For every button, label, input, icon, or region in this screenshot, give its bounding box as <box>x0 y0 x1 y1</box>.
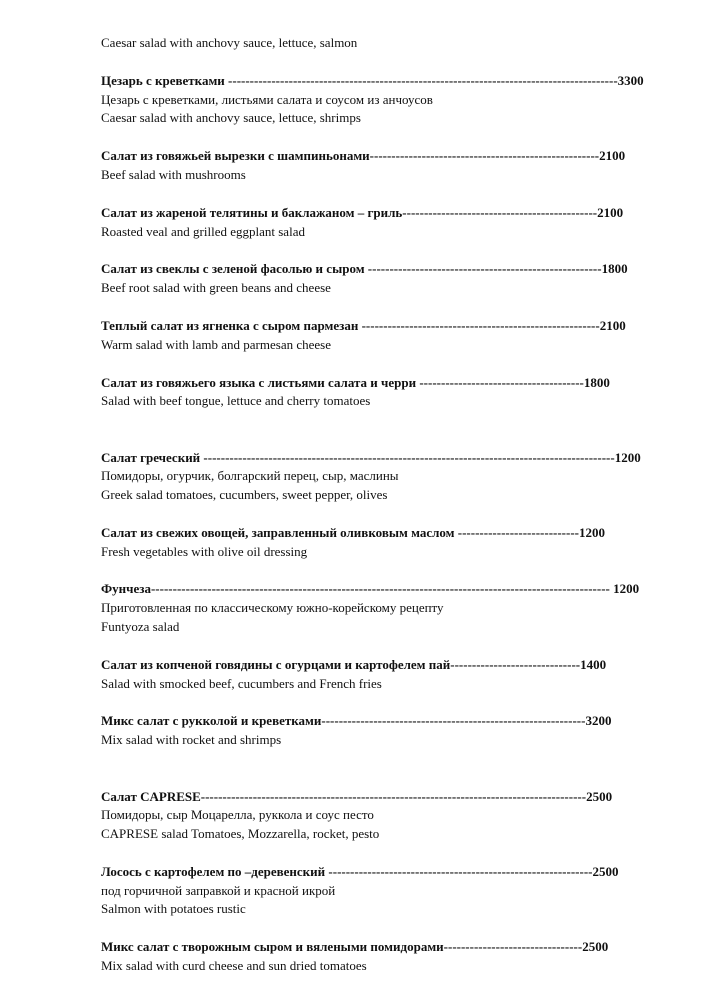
menu-item-title: Фунчеза---------------------------------------------------------------------------------------------------------- 1200 <box>101 581 640 596</box>
menu-item-description: Warm salad with lamb and parmesan cheese <box>101 337 331 352</box>
menu-item-description: CAPRESE salad Tomatoes, Mozzarella, rocket, pesto <box>101 826 380 841</box>
menu-item-description: Greek salad tomatoes, cucumbers, sweet pepper, olives <box>101 487 388 502</box>
menu-item-description: под горчичной заправкой и красной икрой <box>101 883 336 898</box>
menu-item-description: Salad with beef tongue, lettuce and cherry tomatoes <box>101 393 371 408</box>
menu-item-description: Funtyoza salad <box>101 619 180 634</box>
menu-item-description: Caesar salad with anchovy sauce, lettuce, shrimps <box>101 110 361 125</box>
menu-item-title: Салат из жареной телятины и баклажаном – гриль---------------------------------------------2100 <box>101 205 624 220</box>
menu-item-title: Салат греческий -----------------------------------------------------------------------------------------------1200 <box>101 450 641 465</box>
menu-item-description: Приготовленная по классическому южно-корейскому рецепту <box>101 600 444 615</box>
menu-item-description: Помидоры, сыр Моцарелла, руккола и соус песто <box>101 807 374 822</box>
menu-item-title: Теплый салат из ягненка с сыром пармезан -------------------------------------------------------2100 <box>101 318 626 333</box>
menu-item-description: Salmon with potatoes rustic <box>101 901 246 916</box>
menu-item-description: Beef salad with mushrooms <box>101 167 246 182</box>
menu-item-description: Mix salad with rocket and shrimps <box>101 732 282 747</box>
menu-item-title: Салат из говяжьей вырезки с шампиньонами-----------------------------------------------------2100 <box>101 148 626 163</box>
menu-item-title: Микс салат с творожным сыром и вялеными помидорами--------------------------------2500 <box>101 939 609 954</box>
menu-item-title: Микс салат с рукколой и креветками-------------------------------------------------------------3200 <box>101 713 612 728</box>
menu-item-title: Салат CAPRESE-----------------------------------------------------------------------------------------2500 <box>101 789 613 804</box>
menu-item-title: Салат из свежих овощей, заправленный оливковым маслом ----------------------------1200 <box>101 525 605 540</box>
menu-item-title: Салат из свеклы с зеленой фасолью и сыром ------------------------------------------------------1800 <box>101 261 628 276</box>
menu-item-description: Цезарь с креветками, листьями салата и соусом из анчоусов <box>101 92 433 107</box>
menu-item-title: Салат из говяжьего языка с листьями салата и черри --------------------------------------1800 <box>101 375 610 390</box>
menu-item-description: Beef root salad with green beans and cheese <box>101 280 331 295</box>
menu-item-description: Roasted veal and grilled eggplant salad <box>101 224 305 239</box>
menu-item-title: Цезарь с креветками ------------------------------------------------------------------------------------------3300 <box>101 73 644 88</box>
intro-description: Caesar salad with anchovy sauce, lettuce, salmon <box>101 35 358 50</box>
menu-item-title: Лосось с картофелем по –деревенский -------------------------------------------------------------2500 <box>101 864 619 879</box>
menu-item-description: Mix salad with curd cheese and sun dried tomatoes <box>101 958 367 973</box>
menu-item-description: Salad with smocked beef, cucumbers and French fries <box>101 676 382 691</box>
menu-item-title: Салат из копченой говядины с огурцами и картофелем пай------------------------------1400 <box>101 657 607 672</box>
menu-item-description: Fresh vegetables with olive oil dressing <box>101 544 308 559</box>
menu-item-description: Помидоры, огурчик, болгарский перец, сыр, маслины <box>101 468 399 483</box>
